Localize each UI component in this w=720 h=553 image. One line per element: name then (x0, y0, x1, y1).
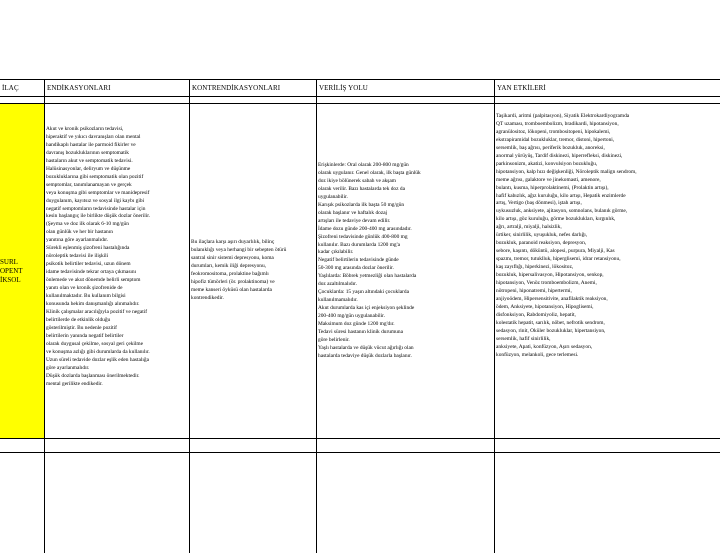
header-kontrendikasyonlari: KONTRENDİKASYONLARI (192, 84, 281, 92)
verilis-yolu-cell: Erişkinlerde: Oral olarak 200-800 mg/gün olarak uygulanır. Genel olarak, ilk başta günlük doz ikiye bölünerek sabah ve akşam olarak verilir. Bazı hastalarda tek doz da uygulanabilir. Karışık psikozlarda ilk başta 50 mg/gün olarak başlanır ve haftalık dozaj artışları ile tedaviye devam edilir. İdame dozu günde 200-400 mg arasındadır. Şizofreni tedavisinde günlük 400-800 mg kullanılır. Bazı durumlarda 1200 mg'a kadar çıkılabilir. Negatif belirtilerin tedavisinde günde 50-300 mg arasında dozlar önerilir. Yaşlılarda: Böbrek yetmezliği olan hastalarda doz azaltılmalıdır. Çocuklarda: 15 yaşın altındaki çocuklarda kullanılmamalıdır. Akut durumlarda kas içi enjeksiyon şeklinde 200-400 mg/gün uygulanabilir. Maksimum doz günde 1200 mg'dır. Tedavi süresi hastanın klinik durumuna göre belirlenir. Yaşlı hastalarda ve düşük vücut ağırlığı olan hastalarda tedaviye düşük dozlarla başlanır. (318, 162, 421, 359)
header-ilac: İLAÇ (2, 84, 19, 92)
endikasyonlari-cell: Akut ve kronik psikozların tedavisi, hiperaktif ve yıkıcı davranışları olan mental handikaplı hastalar ile parmoid fikirler ve davranış bozukluklarının semptomatik hastaların akut ve semptomatik tedavisi. Halüsinasyonlar, deliryum ve düşünme bozukluklarına gibi semptomatik olan pozitif semptomlar, tanımlanamayan ve gerçek veya konuşma gibi semptomlar ve manidepresif duygulanım, kayıtsız ve sosyal ilgi kaybı gibi negatif semptomların tedavisinde hastalar için kesin başlangıç ile birlikte düşük dozlar önerilir. (Şeyma ve doz ilk olarak 6-10 mg/gün olan günlük ve her bir hastanın yanıtına göre ayarlanmalıdır. Sürekli eşlenmiş şizofreni hastalığında nöroleptik tedavisi ile ilişkili psikotik belirtiler tedavisi, uzun dönem idame tedavisinde tekrar ortaya çıkmasını önlemede ve akut dönemde belirli semptom yanıtı olan ve kronik şizofrenide de kullanılmaktadır. Bu kullanım bilgisi konusunda hekim danışmanlığı alınmalıdır. Klinik çalışmalar aracılığıyla pozitif ve negatif belirtilerde de etkinlik olduğu gösterilmiştir. Bu nedenle pozitif belirtilerin yanında negatif belirtiler olarak duygusal çekilme, sosyal geri çekilme ve konuşma azlığı gibi durumlarda da kullanılır. Uzun süreli tedavide dozlar eşlik eden hastalığa göre ayarlanmalıdır. Düşük dozlarda başlanması önerilmektedir. mental gerilikte endikedir. (46, 126, 151, 387)
table-top-border (0, 79, 720, 80)
spacer-row-border (0, 103, 720, 104)
header-yan-etkileri: YAN ETKİLERİ (497, 84, 546, 92)
header-bottom-border (0, 96, 720, 97)
column-divider-3 (316, 79, 317, 553)
yan-etkileri-cell: Taşikardi, aritmi (palpitasyon), Siyatik Elektrokardiyogramda QT uzaması, tromboembolizm, bradikardi, hipotansiyon, agranülositoz, lökopeni, trombositopeni, hipokalemi, ekstrapiramidal bozukluklar, tremor, distoni, hipertoni, sersemlik, baş ağrısı, periferik bozukluk, anoreksi, anormal yürüyüş, Tardif diskinezi, hiperrefleksi, diskinezi, parkinsonizm, akatizi, konvulsiyon bozukluğu, hipotansiyon, kalp hızı değişkenliği, Nöroleptik malign sendrom, meme ağrısı, galaktore ve jinekomasti, amenore, bulantı, kusma, hiperprolaktinemi, (Prolaktin artışı), hafif kabızlık, ağız kuruluğu, kilo artışı, Hepatik enzimlerde artış, Vertigo (baş dönmesi), iştah artışı, uykusuzluk, anksiyete, ajitasyon, somnolans, bulanık görme, kilo artışı, göz kuruluğu, görme bozuklukları, kırgınlık, ağrı, artralji, miyalji, halsizlik, ürtiker, sinirlilik, uyuşukluk, nefes darlığı, bozukluk, paranoid reaksiyon, depresyon, sebore, kaşıntı, döküntü, alopesi, purpura, Miyalji, Kas spazmı, tremor, tutuklluk, hiperglisemi, idrar retansiyonu, kaş zayıflığı, hiperkinezi, lökositoz, bozukluk, hipersalivasyon, Hipotansiyon, senkop, hipotansiyon, Venöz tromboembolizm, Anemi, nötropeni, hiponatremi, hipertermi, anjiyoödem, Hipersensitivite, anafilaktik reaksiyon, ödem, Anksiyete, hipotansiyon, Hipoglisemi, disfonksiyon, Rabdomiyoliz, hepatit, kolestatik hepatit, sarılık, nöbet, nefrotik sendrom, sedasyon, rinit, Oküler bozukluklar, hipertansiyon, sersemlik, hafif sinirlilik, anksiyete, Apati, konfüzyon, Aşırı sedasyon, konfüzyon, melankoli, gece terlemesi. (496, 113, 637, 358)
drug-name-line-3: İKSOL (0, 276, 21, 284)
column-divider-1 (44, 79, 45, 553)
kontrendikasyonlari-cell: Bu ilaçlara karşı aşırı duyarlılık, bilinç bulanıklığı veya herhangi bir sebepten ötürü santral sinir sistemi depresyonu, koma durumları, kemik iliği depresyonu, feokromositoma, prolaktine bağımlı hipofiz tümörleri (ör. prolaktinoma) ve meme kanseri öyküsü olan hastalarda kontrendikedir. (191, 239, 287, 301)
drug-name-line-2: OPENT (0, 267, 23, 275)
table-bottom-border (0, 452, 720, 453)
drug-name-line-1: SURL (0, 258, 18, 266)
header-endikasyonlari: ENDİKASYONLARI (47, 84, 111, 92)
content-row-border (0, 438, 720, 439)
column-divider-2 (189, 79, 190, 553)
header-verilis-yolu: VERİLİŞ YOLU (319, 84, 368, 92)
column-divider-4 (494, 79, 495, 553)
